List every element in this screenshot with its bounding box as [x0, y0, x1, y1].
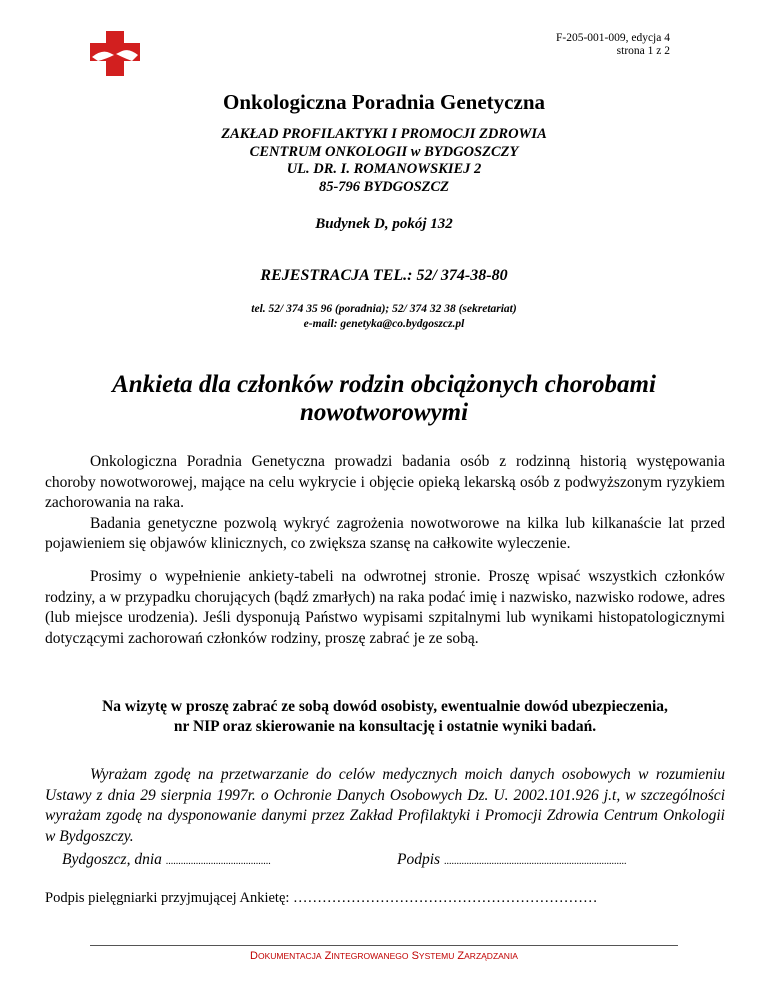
- place-date-field: [62, 851, 271, 869]
- visit-notice-line: Na wizytę w proszę zabrać ze sobą dowód osobisty, ewentualnie dowód ubezpieczenia,: [102, 698, 668, 715]
- survey-heading-line: Ankieta dla członków rodzin obciążonych chorobami: [112, 371, 656, 398]
- institution-line: CENTRUM ONKOLOGII w BYDGOSZCZY: [249, 143, 519, 160]
- email-address: e-mail: genetyka@co.bydgoszcz.pl: [303, 318, 465, 330]
- place-date-label: Bydgoszcz, dnia: [62, 851, 162, 868]
- footer-word: OKUMENTACJA: [257, 951, 322, 961]
- intro-text: Onkologiczna Poradnia Genetyczna prowadzi badania osób z rodzinną historią występowania choroby nowotworowej, mające na celu wykrycie i objęcie opieką lekarską osób z podwyższonym ryzykiem zachorowania na raka.: [45, 453, 725, 511]
- footer-caption: [0, 950, 768, 962]
- institution-line: ZAKŁAD PROFILAKTYKI I PROMOCJI ZDROWIA: [221, 126, 547, 142]
- intro-text: Badania genetyczne pozwolą wykryć zagrożenia nowotworowe na kilka lub kilkanaście lat przed pojawieniem się objawów klinicznych, co zwiększa szansę na całkowite wyleczenie.: [45, 514, 725, 552]
- footer-initial: D: [250, 950, 258, 962]
- signature-label: Podpis: [397, 851, 441, 868]
- footer-initial: Z: [457, 950, 465, 962]
- instructions-paragraph: Prosimy o wypełnienie ankiety-tabeli na odwrotnej stronie. Proszę wpisać wszystkich członków rodziny, a w przypadku chorujących (bądź zmarłych) na raka podać imię i nazwisko, nazwisko rodowe, adres (lub miejsce urodzenia). Jeśli dysponują Państwo wypisami szpitalnymi lub wynikami histopatologicznymi dotyczącymi zachorowań członków rodziny, proszę zabrać je ze sobą.: [45, 568, 725, 647]
- footer-initial: Z: [324, 950, 332, 962]
- institution-line: UL. DR. I. ROMANOWSKIEJ 2: [286, 161, 482, 177]
- visit-notice-line: nr NIP oraz skierowanie na konsultację i ostatnie wyniki badań.: [173, 718, 597, 735]
- footer-initial: S: [411, 950, 419, 962]
- page-number: strona 1 z 2: [616, 45, 670, 57]
- nurse-signature-field: Podpis pielęgniarki przyjmującej Ankietę: ………………………………………………………: [45, 890, 598, 906]
- survey-heading-line: nowotworowymi: [299, 399, 469, 426]
- footer-word: ARZĄDZANIA: [464, 951, 518, 961]
- oncology-center-logo: [88, 31, 142, 76]
- footer-divider: [90, 945, 678, 946]
- signature-field: [397, 851, 626, 869]
- institution-line: 85-796 BYDGOSZCZ: [318, 178, 450, 195]
- footer-word: INTEGROWANEGO: [331, 951, 409, 961]
- visit-notice: [45, 697, 725, 737]
- consent-statement: Wyrażam zgodę na przetwarzanie do celów medycznych moich danych osobowych w rozumieniu Ustawy z dnia 29 sierpnia 1997r. o Ochronie Danych Osobowych Dz. U. 2002.101.926 j.t, w szczególności wyrażam zgodę na dysponowanie danymi przez Zakład Profilaktyki i Promocji Zdrowia Centrum Onkologii w Bydgoszczy.: [45, 766, 725, 845]
- page-title: Onkologiczna Poradnia Genetyczna: [223, 90, 545, 114]
- footer-word: YSTEMU: [418, 951, 455, 961]
- intro-paragraph: [45, 452, 725, 555]
- place-date-blank: ..........................................: [165, 856, 271, 867]
- signature-blank: .........................................................................: [443, 856, 627, 867]
- phone-numbers: tel. 52/ 374 35 96 (poradnia); 52/ 374 32 38 (sekretariat): [251, 303, 517, 315]
- survey-heading: [0, 371, 768, 427]
- building-room: Budynek D, pokój 132: [315, 216, 453, 232]
- document-code: F-205-001-009, edycja 4: [555, 32, 670, 44]
- contact-info: [0, 302, 768, 332]
- institution-address: [0, 126, 768, 196]
- registration-phone: REJESTRACJA TEL.: 52/ 374-38-80: [260, 267, 508, 284]
- document-reference: [556, 32, 670, 58]
